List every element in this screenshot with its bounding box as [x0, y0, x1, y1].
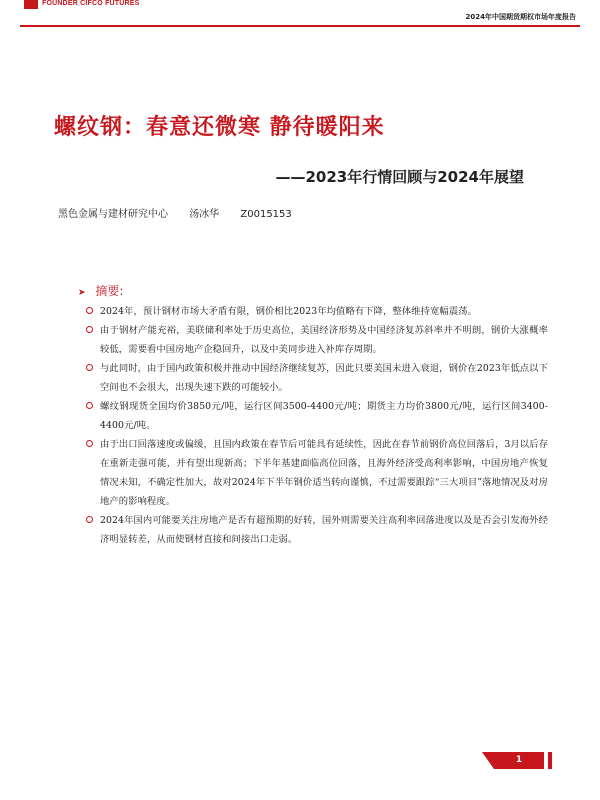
- page-title: 螺纹钢：春意还微寒 静待暖阳来: [54, 115, 385, 140]
- page-subtitle: ——2023年行情回顾与2024年展望: [275, 168, 524, 186]
- list-item: 2024年国内可能要关注房地产是否有超预期的好转，国外则需要关注高利率回落进度以及是否会引发海外经济明显转差，从而使钢材直接和间接出口走弱。: [100, 511, 548, 549]
- circle-bullet-icon: [86, 516, 93, 523]
- arrow-bullet-icon: ➤: [78, 288, 86, 298]
- brand-name: FOUNDER CIFCO FUTURES: [42, 0, 140, 7]
- header-divider: [20, 25, 580, 27]
- list-item: 螺纹钢现货全国均价3850元/吨，运行区间3500-4400元/吨；期货主力均价3800元/吨，运行区间3400-4400元/吨。: [100, 397, 548, 435]
- report-series-title: 2024年中国期货期权市场年度报告: [465, 13, 576, 21]
- author-line: [58, 205, 310, 220]
- footer-accent: [548, 752, 552, 769]
- abstract-list: [100, 302, 548, 549]
- page-number: 1: [515, 755, 523, 765]
- circle-bullet-icon: [86, 326, 93, 333]
- list-item: 2024年，预计钢材市场大矛盾有限，钢价相比2023年均值略有下降，整体维持宽幅震荡。: [100, 302, 548, 321]
- circle-bullet-icon: [86, 402, 93, 409]
- abstract-heading: [78, 282, 123, 299]
- circle-bullet-icon: [86, 440, 93, 447]
- analyst-license: Z0015153: [240, 209, 292, 220]
- page-number-badge: [494, 752, 544, 769]
- company-logo-icon: [24, 0, 38, 9]
- list-item: 由于出口回落速度或偏缓，且国内政策在春节后可能具有延续性，因此在春节前钢价高位回落后，3月以后存在重新走强可能，并有望出现新高；下半年基建面临高位回落，且海外经济受高利率影响，中国房地产恢复情况未知，不确定性加大，故对2024年下半年钢价适当转向谨慎，不过需要跟踪“三大项目”落地情况及对房地产的影响程度。: [100, 435, 548, 511]
- analyst-name: 汤冰华: [189, 209, 220, 220]
- page-header: [0, 0, 600, 30]
- circle-bullet-icon: [86, 364, 93, 371]
- abstract-heading-label: 摘要:: [95, 284, 124, 298]
- list-item: 与此同时，由于国内政策积极并推动中国经济继续复苏，因此只要美国未进入衰退，钢价在2023年低点以下空间也不会很大，出现失速下跌的可能较小。: [100, 359, 548, 397]
- department-name: 黑色金属与建材研究中心: [58, 209, 168, 220]
- list-item: 由于钢材产能充裕，美联储利率处于历史高位，美国经济形势及中国经济复苏斜率并不明朗，钢价大涨概率较低，需要看中国房地产企稳回升，以及中美同步进入补库存周期。: [100, 321, 548, 359]
- circle-bullet-icon: [86, 307, 93, 314]
